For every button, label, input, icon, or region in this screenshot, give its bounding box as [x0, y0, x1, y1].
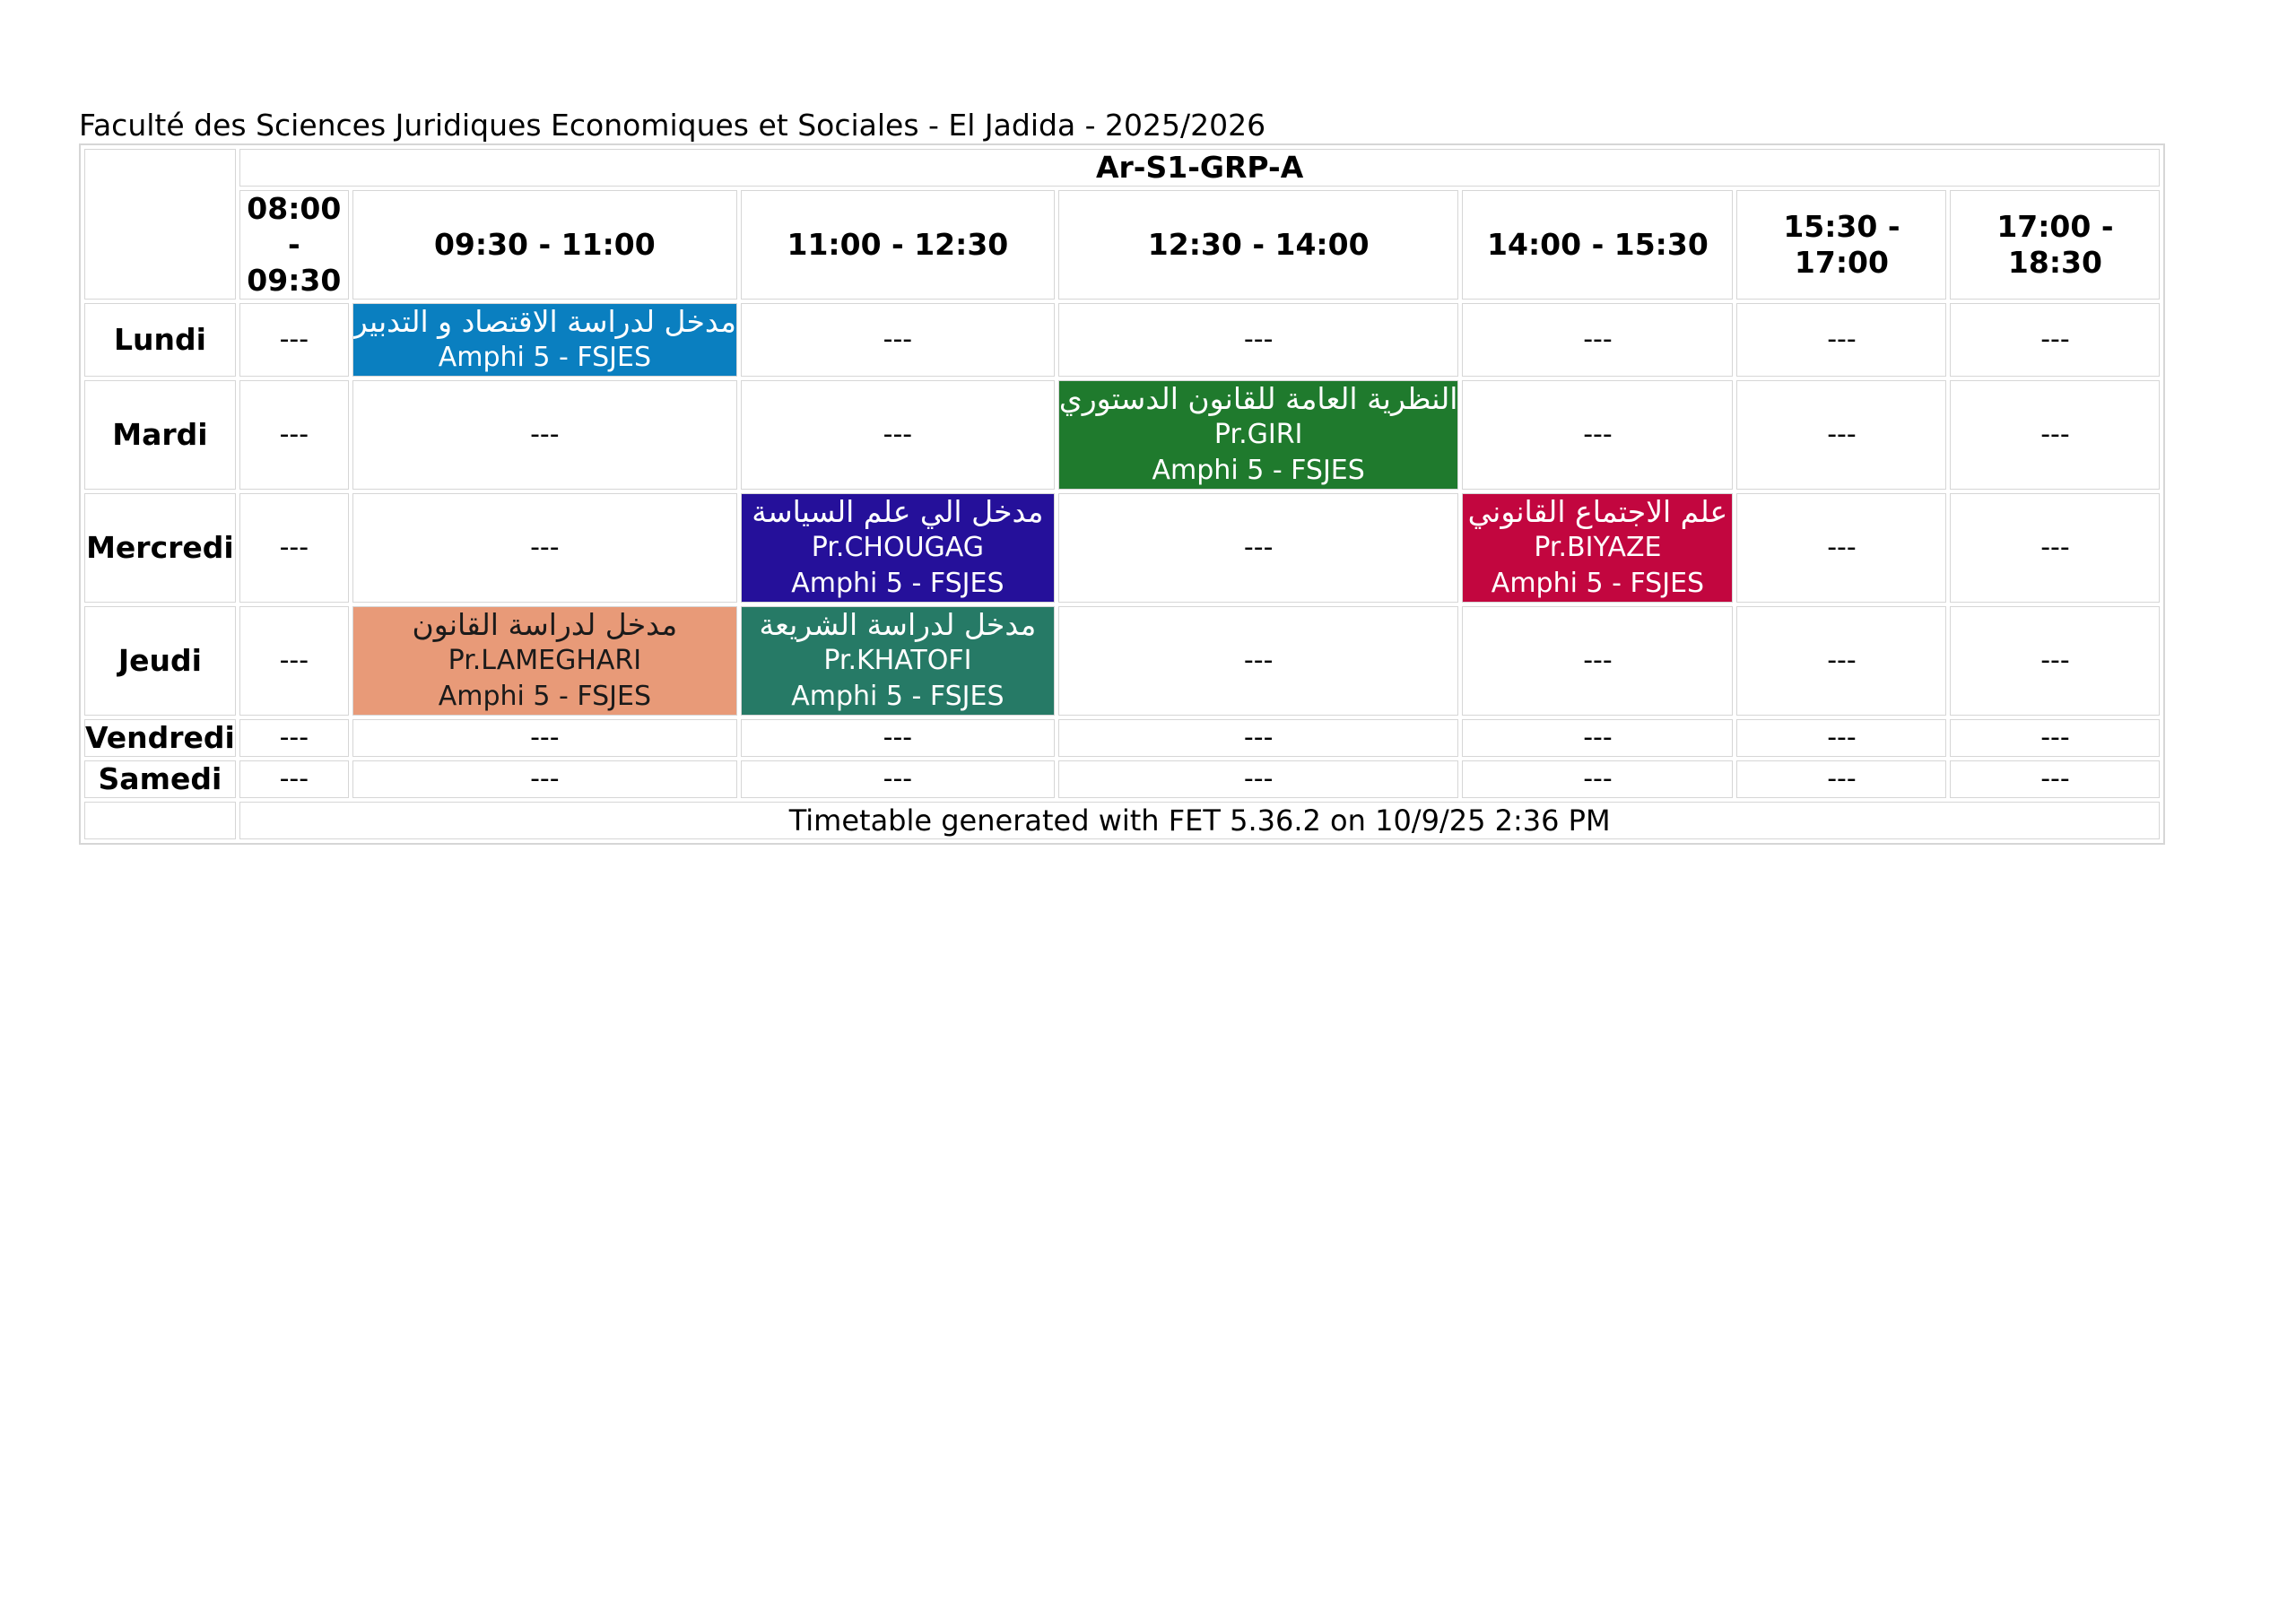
- time-slot-header: [239, 190, 349, 300]
- activity-cell[interactable]: [1462, 493, 1733, 603]
- activity-room: Amphi 5 - FSJES: [1152, 455, 1365, 486]
- activity-cell[interactable]: [352, 303, 737, 377]
- activity-teacher: Pr.BIYAZE: [1534, 532, 1662, 563]
- activity-subject: مدخل لدراسة الشريعة: [759, 607, 1037, 642]
- timetable: [79, 143, 2165, 845]
- day-label: Vendredi: [85, 720, 235, 755]
- timetable-footer: Timetable generated with FET 5.36.2 on 10/9/25 2:36 PM: [239, 802, 2161, 839]
- activity-teacher: Pr.GIRI: [1213, 419, 1303, 450]
- empty-slot: ---: [1736, 380, 1946, 490]
- empty-slot: ---: [1462, 760, 1733, 798]
- activity-teacher: Pr.KHATOFI: [823, 645, 972, 676]
- activity-teacher: Pr.CHOUGAG: [811, 532, 985, 563]
- empty-slot: ---: [741, 303, 1055, 377]
- day-label: Jeudi: [84, 606, 236, 716]
- activity-room: Amphi 5 - FSJES: [438, 681, 651, 712]
- empty-slot: ---: [741, 760, 1055, 798]
- empty-slot: ---: [741, 380, 1055, 490]
- activity-room: Amphi 5 - FSJES: [438, 342, 651, 373]
- time-slot-header: 12:30 - 14:00: [1058, 190, 1459, 300]
- empty-slot: ---: [1736, 493, 1946, 603]
- day-row-mercredi: [84, 493, 2160, 603]
- empty-slot: ---: [1736, 303, 1946, 377]
- empty-slot: ---: [1058, 606, 1459, 716]
- empty-slot: ---: [239, 380, 349, 490]
- empty-slot: ---: [1058, 303, 1459, 377]
- empty-slot: ---: [1950, 760, 2160, 798]
- day-row-vendredi: [84, 719, 2160, 757]
- activity-room: Amphi 5 - FSJES: [1491, 568, 1705, 599]
- empty-slot: ---: [1736, 719, 1946, 757]
- group-header: Ar-S1-GRP-A: [239, 149, 2161, 187]
- empty-slot: ---: [1950, 303, 2160, 377]
- activity-teacher: Pr.LAMEGHARI: [448, 645, 642, 676]
- footer-row: [84, 802, 2160, 839]
- day-label: Samedi: [84, 760, 236, 798]
- time-slot-header: 17:00 - 18:30: [1950, 190, 2160, 300]
- empty-slot: ---: [352, 760, 737, 798]
- empty-slot: ---: [741, 719, 1055, 757]
- empty-slot: ---: [239, 719, 349, 757]
- day-row-lundi: [84, 303, 2160, 377]
- activity-room: Amphi 5 - FSJES: [791, 568, 1004, 599]
- day-row-samedi: [84, 760, 2160, 798]
- day-label: Mardi: [84, 380, 236, 490]
- time-slot-header: 09:30 - 11:00: [352, 190, 737, 300]
- activity-cell[interactable]: [741, 493, 1055, 603]
- empty-slot: ---: [1950, 493, 2160, 603]
- empty-slot: ---: [352, 380, 737, 490]
- time-slot-start: 08:00: [247, 191, 342, 226]
- day-row-mardi: [84, 380, 2160, 490]
- time-slot-header: 14:00 - 15:30: [1462, 190, 1733, 300]
- day-label: Lundi: [84, 303, 236, 377]
- empty-slot: ---: [1462, 380, 1733, 490]
- activity-subject: مدخل لدراسة القانون: [412, 607, 678, 642]
- empty-slot: ---: [1736, 760, 1946, 798]
- empty-slot: ---: [1058, 719, 1459, 757]
- empty-slot: ---: [239, 493, 349, 603]
- empty-slot: ---: [1950, 380, 2160, 490]
- empty-slot: ---: [239, 606, 349, 716]
- footer-corner: [84, 802, 236, 839]
- empty-slot: ---: [1950, 719, 2160, 757]
- activity-cell[interactable]: [352, 606, 737, 716]
- time-slot-end: 09:30: [247, 263, 342, 298]
- empty-slot: ---: [1462, 719, 1733, 757]
- empty-slot: ---: [1736, 606, 1946, 716]
- empty-slot: ---: [1462, 606, 1733, 716]
- empty-slot: ---: [239, 303, 349, 377]
- activity-room: Amphi 5 - FSJES: [791, 681, 1004, 712]
- activity-cell[interactable]: [1058, 380, 1459, 490]
- empty-slot: ---: [1058, 493, 1459, 603]
- activity-subject: مدخل الي علم السياسة: [752, 494, 1044, 529]
- time-slot-dash: -: [287, 227, 300, 262]
- activity-subject: مدخل لدراسة الاقتصاد و التدبير: [352, 304, 736, 339]
- day-row-jeudi: [84, 606, 2160, 716]
- empty-slot: ---: [1462, 303, 1733, 377]
- empty-slot: ---: [239, 760, 349, 798]
- activity-cell[interactable]: [741, 606, 1055, 716]
- empty-slot: ---: [352, 719, 737, 757]
- time-slot-header: 11:00 - 12:30: [741, 190, 1055, 300]
- empty-slot: ---: [1950, 606, 2160, 716]
- corner-cell: [84, 149, 236, 300]
- time-slot-header: 15:30 - 17:00: [1736, 190, 1946, 300]
- empty-slot: ---: [1058, 760, 1459, 798]
- document-title: Faculté des Sciences Juridiques Economiques et Sociales - El Jadida - 2025/2026: [79, 108, 1266, 143]
- activity-subject: النظرية العامة للقانون الدستوري: [1058, 381, 1458, 416]
- day-label: Mercredi: [84, 493, 236, 603]
- empty-slot: ---: [352, 493, 737, 603]
- activity-subject: علم الاجتماع القانوني: [1467, 494, 1728, 529]
